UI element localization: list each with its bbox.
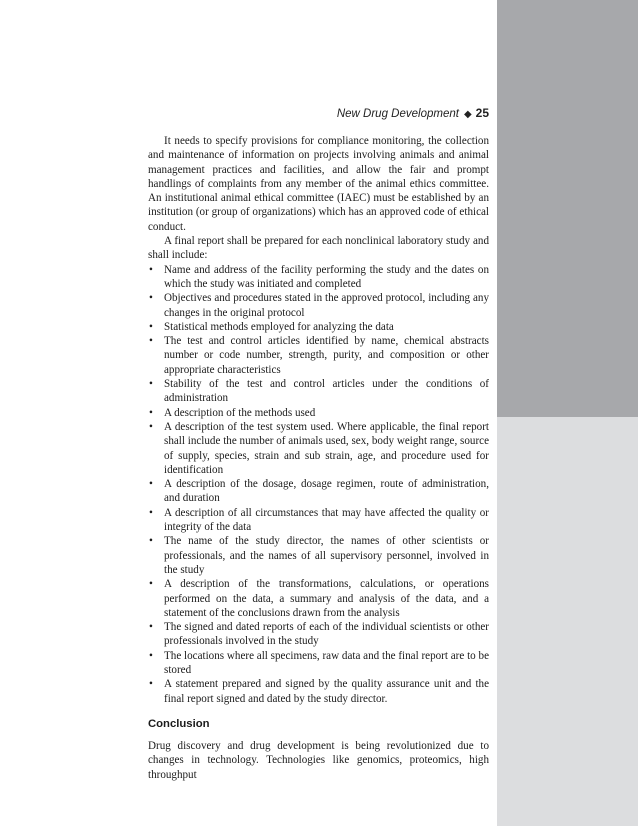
list-item-text: Objectives and procedures stated in the approved protocol, including any changes in the original protocol: [164, 292, 489, 319]
bullet-icon: •: [149, 535, 153, 548]
list-item-text: Name and address of the facility performing the study and the dates on which the study was initiated and completed: [164, 263, 489, 290]
side-tab-light: [497, 417, 638, 826]
list-item: [148, 420, 489, 477]
bullet-icon: •: [149, 578, 153, 591]
list-item: [148, 506, 489, 535]
list-item-text: The locations where all specimens, raw data and the final report are to be stored: [164, 649, 489, 676]
bullet-icon: •: [149, 320, 153, 333]
list-item: [148, 577, 489, 620]
bullet-icon: •: [149, 406, 153, 419]
bullet-icon: •: [149, 292, 153, 305]
list-item: [148, 334, 489, 377]
side-tab-dark: [497, 0, 638, 417]
list-item-text: Stability of the test and control articles under the conditions of administration: [164, 378, 489, 405]
list-item: [148, 534, 489, 577]
paragraph: A final report shall be prepared for each nonclinical laboratory study and shall include:: [148, 235, 489, 262]
list-item-text: The signed and dated reports of each of the individual scientists or other professionals involved in the study: [164, 621, 489, 648]
list-item-text: Statistical methods employed for analyzing the data: [164, 320, 394, 333]
diamond-icon: ◆: [463, 109, 472, 120]
bullet-icon: •: [149, 649, 153, 662]
running-header: [148, 106, 489, 120]
list-item-text: A description of the test system used. Where applicable, the final report shall include the number of animals used, sex, body weight range, source of supply, species, strain and sub strain, age, and procedure used for identification: [164, 420, 489, 476]
running-header-title: New Drug Development: [336, 108, 459, 120]
list-item-text: The test and control articles identified by name, chemical abstracts number or code number, strength, purity, and composition or other appropriate characteristics: [164, 335, 489, 376]
section-heading: Conclusion: [148, 717, 210, 730]
list-item: [148, 291, 489, 320]
bullet-icon: •: [149, 420, 153, 433]
list-item-text: A description of the dosage, dosage regimen, route of administration, and duration: [164, 478, 489, 505]
list-item: [148, 377, 489, 406]
page-number: 25: [475, 106, 489, 120]
bullet-icon: •: [149, 335, 153, 348]
bullet-icon: •: [149, 478, 153, 491]
list-item-text: A statement prepared and signed by the quality assurance unit and the final report signed and dated by the study director.: [164, 678, 489, 705]
list-item-text: The name of the study director, the names of other scientists or professionals, and the names of all supervisory personnel, involved in the study: [164, 535, 489, 576]
list-item-text: A description of all circumstances that may have affected the quality or integrity of the data: [164, 506, 489, 534]
list-item: [148, 320, 489, 334]
bullet-icon: •: [149, 621, 153, 634]
list-item: [148, 649, 489, 678]
bullet-icon: •: [149, 263, 153, 276]
bullet-list: [148, 263, 489, 706]
bullet-icon: •: [149, 678, 153, 691]
bullet-icon: •: [149, 506, 153, 519]
bullet-icon: •: [149, 378, 153, 391]
paragraph: Drug discovery and drug development is being revolutionized due to changes in technology. Technologies like genomics, proteomics, high throughput: [148, 740, 489, 781]
list-item: [148, 263, 489, 292]
page-body: [148, 134, 489, 782]
list-item: [148, 677, 489, 706]
paragraph: It needs to specify provisions for compliance monitoring, the collection and maintenance of information on projects involving animals and animal management practices and facilities, and allow the fair and prompt handlings of complaints from any member of the animal ethics committee. An institutional animal ethical committee (IAEC) must be established by an institution (or group of organizations) which has an approved code of ethical conduct.: [148, 135, 489, 233]
list-item: [148, 406, 489, 420]
list-item-text: A description of the transformations, calculations, or operations performed on the data, a summary and analysis of the data, and a statement of the conclusions drawn from the analysis: [164, 578, 489, 619]
list-item: [148, 477, 489, 506]
list-item: [148, 620, 489, 649]
list-item-text: A description of the methods used: [164, 406, 316, 419]
